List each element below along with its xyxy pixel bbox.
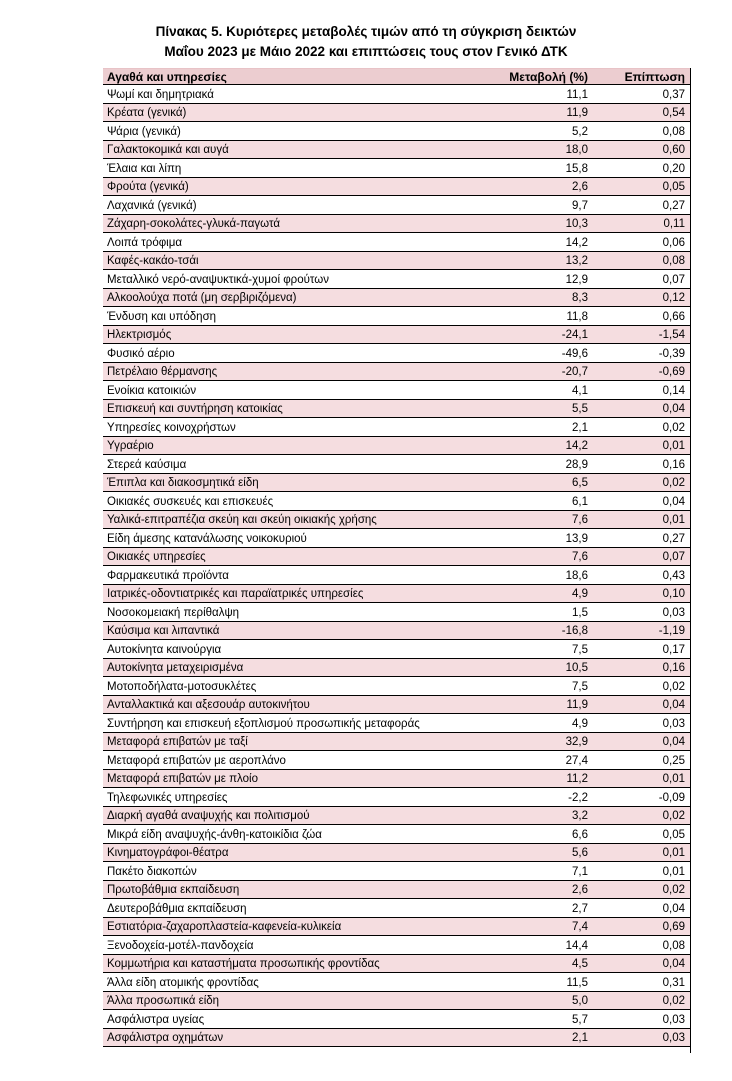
price-change-table xyxy=(103,68,691,1047)
cell-change-percent: 5,6 xyxy=(458,843,598,862)
cell-impact: 0,01 xyxy=(598,862,691,881)
cell-goods-services: Άλλα προσωπικά είδη xyxy=(103,991,458,1010)
cell-goods-services: Υγραέριο xyxy=(103,436,458,455)
caption-line-1: Πίνακας 5. Κυριότερες μεταβολές τιμών από τη σύγκριση δεικτών xyxy=(155,24,577,39)
cell-impact: 0,10 xyxy=(598,584,691,603)
cell-change-percent: 3,2 xyxy=(458,806,598,825)
cell-change-percent: 32,9 xyxy=(458,732,598,751)
cell-change-percent: 13,2 xyxy=(458,251,598,270)
cell-change-percent: 10,3 xyxy=(458,214,598,233)
cell-goods-services: Αυτοκίνητα καινούργια xyxy=(103,640,458,659)
cell-impact: 0,04 xyxy=(598,492,691,511)
cell-goods-services: Διαρκή αγαθά αναψυχής και πολιτισμού xyxy=(103,806,458,825)
cell-impact: 0,04 xyxy=(598,732,691,751)
cell-impact: 0,54 xyxy=(598,103,691,122)
caption-line-2: Μαΐου 2023 με Μάιο 2022 και επιπτώσεις τους στον Γενικό ΔΤΚ xyxy=(164,44,568,59)
header-impact: Επίπτωση xyxy=(598,69,691,85)
cell-goods-services: Ανταλλακτικά και αξεσουάρ αυτοκινήτου xyxy=(103,695,458,714)
cell-goods-services: Κομμωτήρια και καταστήματα προσωπικής φροντίδας xyxy=(103,954,458,973)
table-row xyxy=(103,843,691,862)
table-row xyxy=(103,307,691,326)
table-row xyxy=(103,122,691,141)
table-row xyxy=(103,436,691,455)
cell-impact: 0,02 xyxy=(598,991,691,1010)
cell-impact: 0,04 xyxy=(598,899,691,918)
cell-change-percent: 15,8 xyxy=(458,159,598,178)
cell-change-percent: 12,9 xyxy=(458,270,598,289)
table-row xyxy=(103,751,691,770)
cell-impact: 0,31 xyxy=(598,973,691,992)
table-row xyxy=(103,473,691,492)
cell-goods-services: Αλκοολούχα ποτά (μη σερβιριζόμενα) xyxy=(103,288,458,307)
cell-goods-services: Μεταφορά επιβατών με αεροπλάνο xyxy=(103,751,458,770)
cell-change-percent: 2,6 xyxy=(458,880,598,899)
cell-change-percent: 4,9 xyxy=(458,714,598,733)
header-row xyxy=(103,69,691,85)
cell-change-percent: 5,5 xyxy=(458,399,598,418)
cell-goods-services: Κινηματογράφοι-θέατρα xyxy=(103,843,458,862)
cell-impact: 0,02 xyxy=(598,418,691,437)
cell-goods-services: Λοιπά τρόφιμα xyxy=(103,233,458,252)
table-row xyxy=(103,103,691,122)
table-right-border xyxy=(690,68,691,1053)
cell-goods-services: Είδη άμεσης κατανάλωσης νοικοκυριού xyxy=(103,529,458,548)
cell-impact: 0,05 xyxy=(598,825,691,844)
table-row xyxy=(103,695,691,714)
cell-change-percent: 4,1 xyxy=(458,381,598,400)
table-row xyxy=(103,806,691,825)
table-row xyxy=(103,658,691,677)
cell-change-percent: 2,6 xyxy=(458,177,598,196)
cell-impact: 0,03 xyxy=(598,603,691,622)
cell-goods-services: Μεταφορά επιβατών με πλοίο xyxy=(103,769,458,788)
table-row xyxy=(103,510,691,529)
cell-goods-services: Οικιακές υπηρεσίες xyxy=(103,547,458,566)
cell-goods-services: Ένδυση και υπόδηση xyxy=(103,307,458,326)
cell-change-percent: 10,5 xyxy=(458,658,598,677)
cell-goods-services: Φαρμακευτικά προϊόντα xyxy=(103,566,458,585)
cell-change-percent: 27,4 xyxy=(458,751,598,770)
price-change-table-container xyxy=(103,68,691,1047)
cell-change-percent: 5,0 xyxy=(458,991,598,1010)
cell-goods-services: Κρέατα (γενικά) xyxy=(103,103,458,122)
cell-goods-services: Ιατρικές-οδοντιατρικές και παραϊατρικές υπηρεσίες xyxy=(103,584,458,603)
table-row xyxy=(103,880,691,899)
cell-goods-services: Ηλεκτρισμός xyxy=(103,325,458,344)
cell-goods-services: Μοτοποδήλατα-μοτοσυκλέτες xyxy=(103,677,458,696)
cell-change-percent: 8,3 xyxy=(458,288,598,307)
cell-impact: 0,05 xyxy=(598,177,691,196)
cell-impact: 0,03 xyxy=(598,1028,691,1047)
cell-impact: 0,02 xyxy=(598,473,691,492)
cell-impact: -0,09 xyxy=(598,788,691,807)
cell-impact: 0,04 xyxy=(598,954,691,973)
cell-impact: 0,08 xyxy=(598,122,691,141)
table-row xyxy=(103,566,691,585)
table-row xyxy=(103,344,691,363)
cell-impact: 0,07 xyxy=(598,270,691,289)
header-change-percent: Μεταβολή (%) xyxy=(458,69,598,85)
table-row xyxy=(103,954,691,973)
cell-impact: 0,27 xyxy=(598,196,691,215)
table-row xyxy=(103,825,691,844)
table-row xyxy=(103,547,691,566)
cell-impact: 0,37 xyxy=(598,85,691,104)
cell-change-percent: 14,2 xyxy=(458,233,598,252)
cell-goods-services: Αυτοκίνητα μεταχειρισμένα xyxy=(103,658,458,677)
cell-goods-services: Ψάρια (γενικά) xyxy=(103,122,458,141)
cell-goods-services: Έπιπλα και διακοσμητικά είδη xyxy=(103,473,458,492)
table-row xyxy=(103,214,691,233)
cell-goods-services: Νοσοκομειακή περίθαλψη xyxy=(103,603,458,622)
table-body xyxy=(103,85,691,1047)
table-row xyxy=(103,233,691,252)
cell-change-percent: 5,7 xyxy=(458,1010,598,1029)
table-row xyxy=(103,270,691,289)
cell-impact: 0,08 xyxy=(598,251,691,270)
cell-goods-services: Ζάχαρη-σοκολάτες-γλυκά-παγωτά xyxy=(103,214,458,233)
table-row xyxy=(103,899,691,918)
cell-impact: 0,12 xyxy=(598,288,691,307)
cell-goods-services: Φρούτα (γενικά) xyxy=(103,177,458,196)
table-row xyxy=(103,140,691,159)
cell-change-percent: -49,6 xyxy=(458,344,598,363)
cell-goods-services: Ενοίκια κατοικιών xyxy=(103,381,458,400)
header-goods-services: Αγαθά και υπηρεσίες xyxy=(103,69,458,85)
cell-impact: 0,04 xyxy=(598,695,691,714)
cell-change-percent: 18,0 xyxy=(458,140,598,159)
cell-impact: -0,69 xyxy=(598,362,691,381)
cell-impact: 0,27 xyxy=(598,529,691,548)
cell-impact: 0,06 xyxy=(598,233,691,252)
table-header xyxy=(103,69,691,85)
cell-change-percent: -2,2 xyxy=(458,788,598,807)
table-row xyxy=(103,917,691,936)
table-row xyxy=(103,418,691,437)
cell-goods-services: Φυσικό αέριο xyxy=(103,344,458,363)
table-row xyxy=(103,1028,691,1047)
cell-impact: 0,01 xyxy=(598,843,691,862)
table-row xyxy=(103,973,691,992)
cell-change-percent: 6,6 xyxy=(458,825,598,844)
cell-impact: 0,17 xyxy=(598,640,691,659)
cell-goods-services: Άλλα είδη ατομικής φροντίδας xyxy=(103,973,458,992)
cell-impact: 0,02 xyxy=(598,677,691,696)
cell-goods-services: Ασφάλιστρα οχημάτων xyxy=(103,1028,458,1047)
cell-impact: 0,11 xyxy=(598,214,691,233)
cell-impact: 0,20 xyxy=(598,159,691,178)
cell-goods-services: Ψωμί και δημητριακά xyxy=(103,85,458,104)
table-row xyxy=(103,251,691,270)
table-caption xyxy=(0,22,732,62)
cell-impact: 0,02 xyxy=(598,880,691,899)
table-row xyxy=(103,936,691,955)
cell-change-percent: 11,2 xyxy=(458,769,598,788)
table-row xyxy=(103,325,691,344)
cell-impact: 0,01 xyxy=(598,769,691,788)
cell-change-percent: 6,1 xyxy=(458,492,598,511)
cell-change-percent: 5,2 xyxy=(458,122,598,141)
cell-impact: 0,03 xyxy=(598,714,691,733)
cell-impact: 0,16 xyxy=(598,455,691,474)
cell-goods-services: Εστιατόρια-ζαχαροπλαστεία-καφενεία-κυλικεία xyxy=(103,917,458,936)
table-row xyxy=(103,732,691,751)
table-row xyxy=(103,640,691,659)
cell-impact: 0,43 xyxy=(598,566,691,585)
cell-impact: 0,60 xyxy=(598,140,691,159)
cell-impact: 0,04 xyxy=(598,399,691,418)
cell-change-percent: 6,5 xyxy=(458,473,598,492)
cell-change-percent: 7,5 xyxy=(458,677,598,696)
table-row xyxy=(103,991,691,1010)
table-row xyxy=(103,381,691,400)
cell-change-percent: 2,1 xyxy=(458,418,598,437)
cell-change-percent: -16,8 xyxy=(458,621,598,640)
cell-impact: -1,54 xyxy=(598,325,691,344)
cell-change-percent: 2,7 xyxy=(458,899,598,918)
cell-change-percent: 14,2 xyxy=(458,436,598,455)
table-row xyxy=(103,159,691,178)
cell-change-percent: 7,4 xyxy=(458,917,598,936)
cell-impact: 0,07 xyxy=(598,547,691,566)
table-row xyxy=(103,177,691,196)
cell-change-percent: 7,1 xyxy=(458,862,598,881)
cell-goods-services: Δευτεροβάθμια εκπαίδευση xyxy=(103,899,458,918)
table-row xyxy=(103,1010,691,1029)
cell-goods-services: Μεταλλικό νερό-αναψυκτικά-χυμοί φρούτων xyxy=(103,270,458,289)
cell-change-percent: 4,9 xyxy=(458,584,598,603)
table-row xyxy=(103,714,691,733)
cell-change-percent: 7,5 xyxy=(458,640,598,659)
table-row xyxy=(103,769,691,788)
cell-impact: -1,19 xyxy=(598,621,691,640)
cell-change-percent: 4,5 xyxy=(458,954,598,973)
table-row xyxy=(103,455,691,474)
cell-change-percent: 11,8 xyxy=(458,307,598,326)
table-row xyxy=(103,288,691,307)
table-row xyxy=(103,621,691,640)
cell-change-percent: 13,9 xyxy=(458,529,598,548)
cell-impact: 0,01 xyxy=(598,510,691,529)
table-row xyxy=(103,492,691,511)
cell-impact: -0,39 xyxy=(598,344,691,363)
cell-goods-services: Πρωτοβάθμια εκπαίδευση xyxy=(103,880,458,899)
cell-change-percent: 11,5 xyxy=(458,973,598,992)
table-row xyxy=(103,862,691,881)
cell-impact: 0,16 xyxy=(598,658,691,677)
cell-impact: 0,08 xyxy=(598,936,691,955)
cell-impact: 0,02 xyxy=(598,806,691,825)
table-row xyxy=(103,196,691,215)
cell-goods-services: Γαλακτοκομικά και αυγά xyxy=(103,140,458,159)
cell-goods-services: Οικιακές συσκευές και επισκευές xyxy=(103,492,458,511)
cell-change-percent: 18,6 xyxy=(458,566,598,585)
cell-change-percent: -24,1 xyxy=(458,325,598,344)
cell-goods-services: Πακέτο διακοπών xyxy=(103,862,458,881)
cell-goods-services: Καφές-κακάο-τσάι xyxy=(103,251,458,270)
cell-impact: 0,14 xyxy=(598,381,691,400)
cell-goods-services: Ξενοδοχεία-μοτέλ-πανδοχεία xyxy=(103,936,458,955)
cell-impact: 0,66 xyxy=(598,307,691,326)
cell-impact: 0,69 xyxy=(598,917,691,936)
cell-goods-services: Τηλεφωνικές υπηρεσίες xyxy=(103,788,458,807)
cell-goods-services: Έλαια και λίπη xyxy=(103,159,458,178)
cell-goods-services: Υπηρεσίες κοινοχρήστων xyxy=(103,418,458,437)
table-row xyxy=(103,362,691,381)
table-row xyxy=(103,85,691,104)
cell-goods-services: Πετρέλαιο θέρμανσης xyxy=(103,362,458,381)
cell-goods-services: Μεταφορά επιβατών με ταξί xyxy=(103,732,458,751)
cell-change-percent: 7,6 xyxy=(458,547,598,566)
cell-goods-services: Στερεά καύσιμα xyxy=(103,455,458,474)
cell-change-percent: 28,9 xyxy=(458,455,598,474)
cell-change-percent: 14,4 xyxy=(458,936,598,955)
cell-change-percent: 7,6 xyxy=(458,510,598,529)
cell-goods-services: Συντήρηση και επισκευή εξοπλισμού προσωπικής μεταφοράς xyxy=(103,714,458,733)
cell-impact: 0,01 xyxy=(598,436,691,455)
cell-impact: 0,03 xyxy=(598,1010,691,1029)
cell-goods-services: Μικρά είδη αναψυχής-άνθη-κατοικίδια ζώα xyxy=(103,825,458,844)
table-row xyxy=(103,529,691,548)
cell-goods-services: Επισκευή και συντήρηση κατοικίας xyxy=(103,399,458,418)
cell-goods-services: Λαχανικά (γενικά) xyxy=(103,196,458,215)
cell-change-percent: 11,9 xyxy=(458,103,598,122)
cell-change-percent: 1,5 xyxy=(458,603,598,622)
table-row xyxy=(103,399,691,418)
cell-impact: 0,25 xyxy=(598,751,691,770)
table-row xyxy=(103,788,691,807)
cell-change-percent: 2,1 xyxy=(458,1028,598,1047)
table-row xyxy=(103,603,691,622)
cell-change-percent: 11,1 xyxy=(458,85,598,104)
table-row xyxy=(103,677,691,696)
cell-change-percent: 9,7 xyxy=(458,196,598,215)
table-row xyxy=(103,584,691,603)
cell-goods-services: Υαλικά-επιτραπέζια σκεύη και σκεύη οικιακής χρήσης xyxy=(103,510,458,529)
cell-goods-services: Καύσιμα και λιπαντικά xyxy=(103,621,458,640)
cell-change-percent: -20,7 xyxy=(458,362,598,381)
cell-goods-services: Ασφάλιστρα υγείας xyxy=(103,1010,458,1029)
cell-change-percent: 11,9 xyxy=(458,695,598,714)
